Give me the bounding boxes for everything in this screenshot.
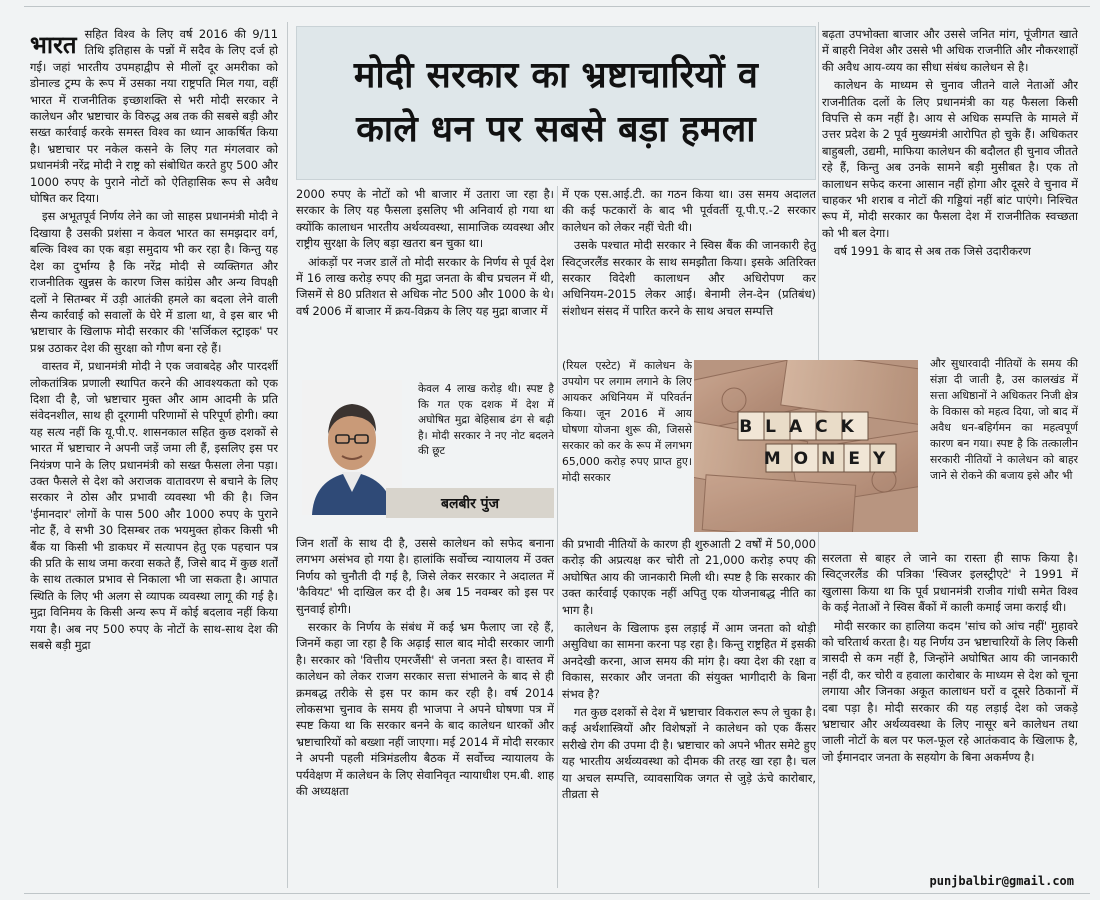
- headline-line-2: काले धन पर सबसे बड़ा हमला: [356, 109, 756, 150]
- article-paragraph: और सुधारवादी नीतियों के समय की संज्ञा दी जाती है, उस कालखंड में सत्ता अधिष्ठानों ने अधिकतर निजी क्षेत्र के विकास को महत्व दिया, जो बाद में अवैध धन-बहिर्गमन का महत्वपूर्ण कारण बन गया। स्पष्ट है कि तत्कालीन सरकारी नीतियों ने कालेधन को बाहर जाने से रोकने की बजाय इसे और भी: [930, 357, 1078, 482]
- article-paragraph: केवल 4 लाख करोड़ थी। स्पष्ट है कि गत एक दशक में देश में अघोषित मुद्रा बेहिसाब ढंग से बढ़ी है। मोदी सरकार ने नए नोट बदलने की छूट: [418, 383, 554, 458]
- article-paragraph: की प्रभावी नीतियों के कारण ही शुरुआती 2 वर्षों में 50,000 करोड़ की अप्रत्यक्ष कर चोरी तो 21,000 करोड़ रुपए की अघोषित आय की जानकारी मिली थी। स्पष्ट है कि सरकार की उक्त कार्रवाई एकाएक नहीं अपितु एक योजनाबद्ध नीति का भाग है।: [562, 537, 816, 617]
- article-paragraph: कालेधन के माध्यम से चुनाव जीतने वाले नेताओं और राजनीतिक दलों के लिए प्रधानमंत्री का यह फैसला किसी विपत्ति से कम नहीं है। आय से अधिक सम्पत्ति के मामले में उत्तर प्रदेश के 2 पूर्व मुख्यमंत्री आरोपित हो चुके हैं। अधिकतर बाहुबली, उद्यमी, माफिया कालेधन की बदौलत ही चुनाव जीतते रहे हैं, किन्तु अब उनके सामने बड़ी मुसीबत है। एक तो कालाधन सफेद करना आसान नहीं होगा और दूसरे वे चुनाव में चाहकर भी शराब व नोटों की गड्डियां नहीं बांट पाएंगे। निश्चित रूप में, मोदी सरकार का फैसला देश में राजनीतिक स्वच्छता को भी बल देगा।: [822, 78, 1078, 240]
- article-paragraph: सरकार के निर्णय के संबंध में कई भ्रम फैलाए जा रहे हैं, जिनमें कहा जा रहा है कि अढ़ाई साल बाद मोदी सरकार जागी है। सरकार को 'वित्तीय एमरजैंसी' से जनता त्रस्त है। वास्तव में कालेधन को लेकर राजग सरकार सत्ता संभालने के बाद से ही क्रमबद्ध तरीके से इस पर काम कर रही है। वर्ष 2014 लोकसभा चुनाव के समय ही भाजपा ने अपने घोषणा पत्र में स्पष्ट किया था कि सरकार बनने के बाद कालेधन धारकों और भ्रष्टाचारियों को बख्शा नहीं जाएगा। मई 2014 में मोदी सरकार ने अपनी पहली मंत्रिमंडलीय बैठक में सर्वोच्च न्यायालय के पर्यवेक्षण में कालेधन के लिए सेवानिवृत न्यायाधीश एम.बी. शाह की अध्यक्षता: [296, 620, 554, 799]
- article-column-4-lower: [822, 550, 1078, 888]
- article-paragraph: वास्तव में, प्रधानमंत्री मोदी ने एक जवाबदेह और पारदर्शी लोकतांत्रिक प्रणाली स्थापित करने की आवश्यकता को एक दिशा दी है, जो भ्रष्टाचार मुक्त और आम आदमी के प्रति संवेदनशील, साथ ही दूरगामी परिणामों से परिपूर्ण होगी। क्या यह सत्य नहीं कि यू.पी.ए. शासनकाल सहित कुछ दशकों से भारत में भ्रष्टाचार ने अपनी जड़ें जमा ली हैं, इसलिए इस पर नियंत्रण पाने के लिए प्रधानमंत्री को सख्त फैसला लेना पड़ा। उक्त फैसले से देश को अराजक वातावरण से बचाने के लिए सरकार ने ठोस और प्रभावी व्यवस्था भी की है। जिन 'ईमानदार' लोगों के पास 500 और 1000 रुपए के पुराने नोट हैं, वे सभी 30 दिसम्बर तक भयमुक्त होकर किसी भी बैंक या किसी भी डाकघर में सत्यापन हेतु एक पहचान पत्र की प्रति के साथ जमा करवा सकते हैं, जिसे बाद में कुछ शर्तों के साथ तत्काल प्रभाव से निकाला भी जा सकता है। आपात स्थिति के लिए भी अलग से व्यापक व्यवस्था लागू की गई है। मुद्रा विनिमय के किसी अन्य रूप में कोई बदलाव नहीं किया गया है। अब नए 500 रुपए के नोटों के साथ-साथ देश की सबसे बड़ी मुद्रा: [30, 359, 278, 653]
- column-rule: [287, 22, 288, 888]
- article-column-4: [822, 26, 1078, 356]
- author-name: बलबीर पुंज: [386, 488, 554, 518]
- column-rule: [557, 186, 558, 888]
- headline-line-1: मोदी सरकार का भ्रष्टाचारियों व: [353, 55, 759, 96]
- article-paragraph: 2000 रुपए के नोटों को भी बाजार में उतारा जा रहा है। सरकार के लिए यह फैसला इसलिए भी अनिवार्य हो गया था क्योंकि कालाधन भारतीय अर्थव्यवस्था, सामाजिक व्यवस्था और राष्ट्रीय सुरक्षा के लिए बड़ा खतरा बन चुका था।: [296, 187, 554, 251]
- article-paragraph: मोदी सरकार का हालिया कदम 'सांच को आंच नहीं' मुहावरे को चरितार्थ करता है। यह निर्णय उन भ्रष्टाचारियों के लिए किसी त्रासदी से कम नहीं है, जिन्होंने अघोषित आय की जानकारी नहीं दी, कर चोरी व हवाला कारोबार के माध्यम से देश को चूना लगाया और जिनका अकूत कालाधन घरों व दूसरे ठिकानों में दबा पड़ा है। मोदी सरकार की यह लड़ाई देश को जकड़े भ्रष्टाचार और अर्थव्यवस्था के लिए नासूर बने कालेधन तथा जाली नोटों के बल पर फल-फूल रहे आतंकवाद के खिलाफ है, जो ईमानदार जनता के सहयोग के बिना अकर्मण्य है।: [822, 618, 1078, 764]
- article-column-2-wrap: [418, 382, 554, 462]
- author-email: punjbalbir@gmail.com: [929, 874, 1074, 888]
- dropcap: भारत: [30, 30, 77, 59]
- article-paragraph: आंकड़ों पर नजर डालें तो मोदी सरकार के निर्णय से पूर्व देश में 16 लाख करोड़ रुपए की मुद्रा जनता के बीच प्रचलन में थी, जिसमें से 80 प्रतिशत से अधिक नोट 500 और 1000 के थे। वर्ष 2006 में बाजार में क्रय-विक्रय के लिए यह मुद्रा बाजार में: [296, 254, 554, 318]
- article-paragraph: (रियल एस्टेट) में कालेधन के उपयोग पर लगाम लगाने के लिए आयकर अधिनियम में परिवर्तन किया। जून 2016 में आय घोषणा योजना शुरू की, जिससे सरकार को कर के रूप में लगभग 65,000 करोड़ रुपए प्राप्त हुए। मोदी सरकार: [562, 359, 692, 484]
- bottom-rule: [24, 893, 1090, 894]
- article-column-1: [30, 26, 278, 888]
- article-paragraph: वर्ष 1991 के बाद से अब तक जिसे उदारीकरण: [834, 244, 1031, 259]
- article-column-3-lower: [562, 536, 816, 888]
- article-paragraph: कालेधन के खिलाफ इस लड़ाई में आम जनता को थोड़ी असुविधा का सामना करना पड़ रहा है। किन्तु राष्ट्रहित में इसकी अनदेखी करना, आज समय की मांग है। क्या देश की रक्षा व विकास, सरकार और जनता की संयुक्त भागीदारी के बिना संभव है?: [562, 621, 816, 701]
- article-paragraph: बढ़ता उपभोक्ता बाजार और उससे जनित मांग, पूंजीगत खाते में बाहरी निवेश और उससे भी अधिक राजनीति और नौकरशाहों की अवैध आय-व्यय का सीधा संबंध कालेधन से है।: [822, 27, 1078, 74]
- article-column-3-wrap: [562, 358, 692, 533]
- top-rule: [24, 6, 1090, 7]
- black-money-image: [694, 360, 918, 532]
- article-paragraph: उसके पश्चात मोदी सरकार ने स्विस बैंक की जानकारी हेतु स्विट्जरलैंड सरकार के साथ समझौता किया। इसके अतिरिक्त सरकार विदेशी कालाधन और अधिरोपण कर अधिनियम-2015 लेकर आई। बेनामी लेन-देन (प्रतिबंध) संशोधन संसद में पारित करने के साथ अचल सम्पत्ति: [562, 238, 816, 318]
- blocks-text-money: MONEY: [763, 449, 899, 469]
- headline-box: [296, 26, 816, 180]
- article-paragraph: में एक एस.आई.टी. का गठन किया था। उस समय अदालत की कई फटकारों के बाद भी पूर्ववर्ती यू.पी.ए.-2 सरकार कालेधन को लेकर नहीं चेती थी।: [562, 187, 816, 234]
- article-paragraph: सरलता से बाहर ले जाने का रास्ता ही साफ किया है। स्विट्जरलैंड की पत्रिका 'स्विजर इलस्ट्रीएटे' ने 1991 में खुलासा किया था कि पूर्व प्रधानमंत्री राजीव गांधी समेत विश्व के कई नेताओं ने स्विस बैंकों में काली कमाई जमा कराई थी।: [822, 551, 1078, 615]
- article-paragraph: इस अभूतपूर्व निर्णय लेने का जो साहस प्रधानमंत्री मोदी ने दिखाया है उसकी प्रशंसा न केवल भारत का समझदार वर्ग, बल्कि विश्व का एक बड़ा समुदाय भी कर रहा है। किन्तु यह देश का दुर्भाग्य है कि नरेंद्र मोदी से व्यक्तिगत और राजनीतिक खुन्नस के कारण जिस कांग्रेस और अन्य विपक्षी दलों ने सितम्बर में उड़ी आतंकी हमले का बदला लेने वाली सैन्य कार्रवाई को सवालों के घेरे में डाला था, वे इस बार भी भ्रष्टाचार के खिलाफ मोदी सरकार की 'सर्जिकल स्ट्राइक' पर प्रश्न उठाकर देश की सुरक्षा को गौण बना रहे हैं।: [30, 209, 278, 355]
- article-column-2-lower: [296, 535, 554, 887]
- article-column-4-wrap: [930, 356, 1078, 551]
- article-paragraph: सहित विश्व के लिए वर्ष 2016 की 9/11 तिथि इतिहास के पन्नों में सदैव के लिए दर्ज हो गई। जहां भारतीय उपमहाद्वीप से मीलों दूर अमरीका को डोनाल्ड ट्रम्प के रूप में उसका नया राष्ट्रपति मिल गया, वहीं भारत में राजनीतिक इच्छाशक्ति से भरी मोदी सरकार ने कालेधन और भ्रष्टाचार के विरुद्ध अब तक की सबसे बड़ी और सख्त कार्रवाई करके समस्त विश्व का ध्यान आकर्षित किया है। भ्रष्टाचार पर नकेल कसने के लिए गत मंगलवार को प्रधानमंत्री नरेंद्र मोदी ने राष्ट्र को संबोधित करते हुए 500 और 1000 रुपए के पुराने नोटों को ऐतिहासिक रूप से अवैध घोषित कर दिया।: [30, 27, 278, 206]
- blocks-text-black: BLACK: [739, 417, 867, 437]
- article-paragraph: जिन शर्तों के साथ दी है, उससे कालेधन को सफेद बनाना लगभग असंभव हो गया है। हालांकि सर्वोच्च न्यायालय में उक्त निर्णय को चुनौती दी गई है, जिसे लेकर सरकार ने अदालत में 'कैवियट' भी दाखिल कर दी है। अब 15 नवम्बर को इस पर सुनवाई होगी।: [296, 536, 554, 616]
- article-column-3: [562, 186, 816, 358]
- article-paragraph: गत कुछ दशकों से देश में भ्रष्टाचार विकराल रूप ले चुका है। कई अर्थशास्त्रियों और विशेषज्ञों ने कालेधन को एक कैंसर सरीखे रोग की उपमा दी है। भ्रष्टाचार को अपने भीतर समेटे हुए यह भारतीय अर्थव्यवस्था को दीमक की तरह खा रहा है। चल या अचल सम्पत्ति, व्यावसायिक जगत से जुड़े ऊंचे कारोबार, तीव्रता से: [562, 705, 816, 802]
- article-column-2: [296, 186, 554, 318]
